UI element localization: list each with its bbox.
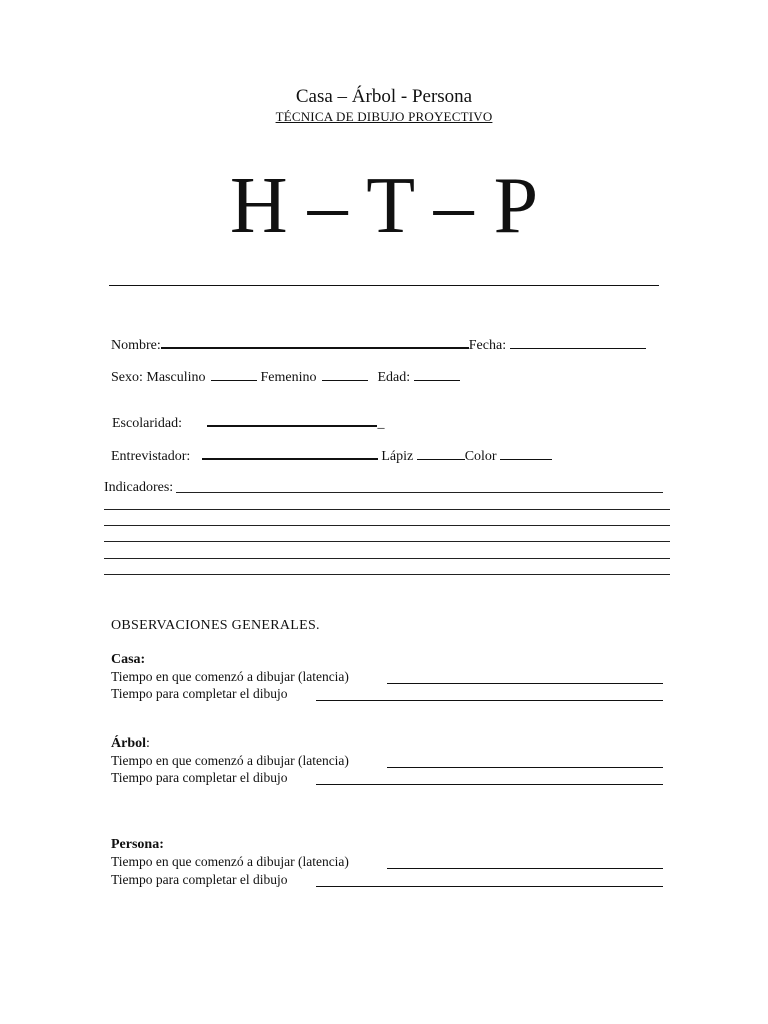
fecha-label: Fecha:	[468, 338, 507, 353]
nombre-row	[111, 334, 646, 355]
casa-completar-field[interactable]	[316, 700, 663, 701]
lapiz-field[interactable]	[417, 446, 465, 460]
persona-latencia-field[interactable]	[387, 868, 663, 869]
indicadores-line[interactable]	[176, 492, 663, 493]
header-divider	[109, 285, 659, 286]
nombre-field[interactable]	[161, 334, 469, 349]
casa-completar-label: Tiempo para completar el dibujo	[111, 686, 288, 701]
htp-heading: H – T – P	[229, 162, 539, 250]
arbol-completar-label: Tiempo para completar el dibujo	[111, 770, 288, 785]
escolaridad-row: Escolaridad: _	[112, 412, 384, 433]
nombre-label: Nombre:	[111, 338, 161, 353]
indicadores-line[interactable]	[104, 558, 670, 559]
entrevistador-field[interactable]	[202, 445, 378, 460]
arbol-heading-row	[111, 736, 150, 752]
femenino-label: Femenino	[260, 370, 317, 385]
arbol-latencia-label: Tiempo en que comenzó a dibujar (latencia)	[111, 753, 349, 768]
arbol-heading: Árbol	[111, 736, 146, 751]
indicadores-line[interactable]	[104, 509, 670, 510]
arbol-heading-colon: :	[146, 736, 150, 751]
entrevistador-label: Entrevistador:	[111, 449, 191, 464]
edad-label: Edad:	[377, 370, 411, 385]
escolaridad-field[interactable]	[207, 412, 377, 427]
casa-heading: Casa:	[111, 652, 146, 667]
indicadores-line[interactable]	[104, 541, 670, 542]
sexo-masculino-label: Sexo: Masculino	[111, 370, 206, 385]
persona-completar-label: Tiempo para completar el dibujo	[111, 872, 288, 887]
entrevistador-row	[111, 445, 552, 466]
sexo-row	[111, 367, 460, 387]
fecha-field[interactable]	[510, 335, 646, 349]
arbol-latencia-field[interactable]	[387, 767, 663, 768]
casa-latencia-label: Tiempo en que comenzó a dibujar (latencia)	[111, 669, 349, 684]
indicadores-label: Indicadores:	[104, 480, 174, 495]
form-title: Casa – Árbol - Persona	[295, 86, 473, 107]
persona-latencia-label: Tiempo en que comenzó a dibujar (latencia)	[111, 854, 349, 869]
lapiz-label: Lápiz	[381, 449, 414, 464]
persona-completar-field[interactable]	[316, 886, 663, 887]
indicadores-line[interactable]	[104, 525, 670, 526]
edad-field[interactable]	[414, 367, 460, 381]
escolaridad-label: Escolaridad:	[112, 416, 182, 431]
form-subtitle: TÉCNICA DE DIBUJO PROYECTIVO	[275, 109, 493, 124]
femenino-field[interactable]	[322, 367, 368, 381]
indicadores-line[interactable]	[104, 574, 670, 575]
observaciones-heading: OBSERVACIONES GENERALES.	[111, 618, 320, 633]
color-label: Color	[464, 449, 497, 464]
casa-latencia-field[interactable]	[387, 683, 663, 684]
arbol-completar-field[interactable]	[316, 784, 663, 785]
color-field[interactable]	[500, 446, 552, 460]
masculino-field[interactable]	[211, 367, 257, 381]
persona-heading: Persona:	[111, 837, 164, 852]
